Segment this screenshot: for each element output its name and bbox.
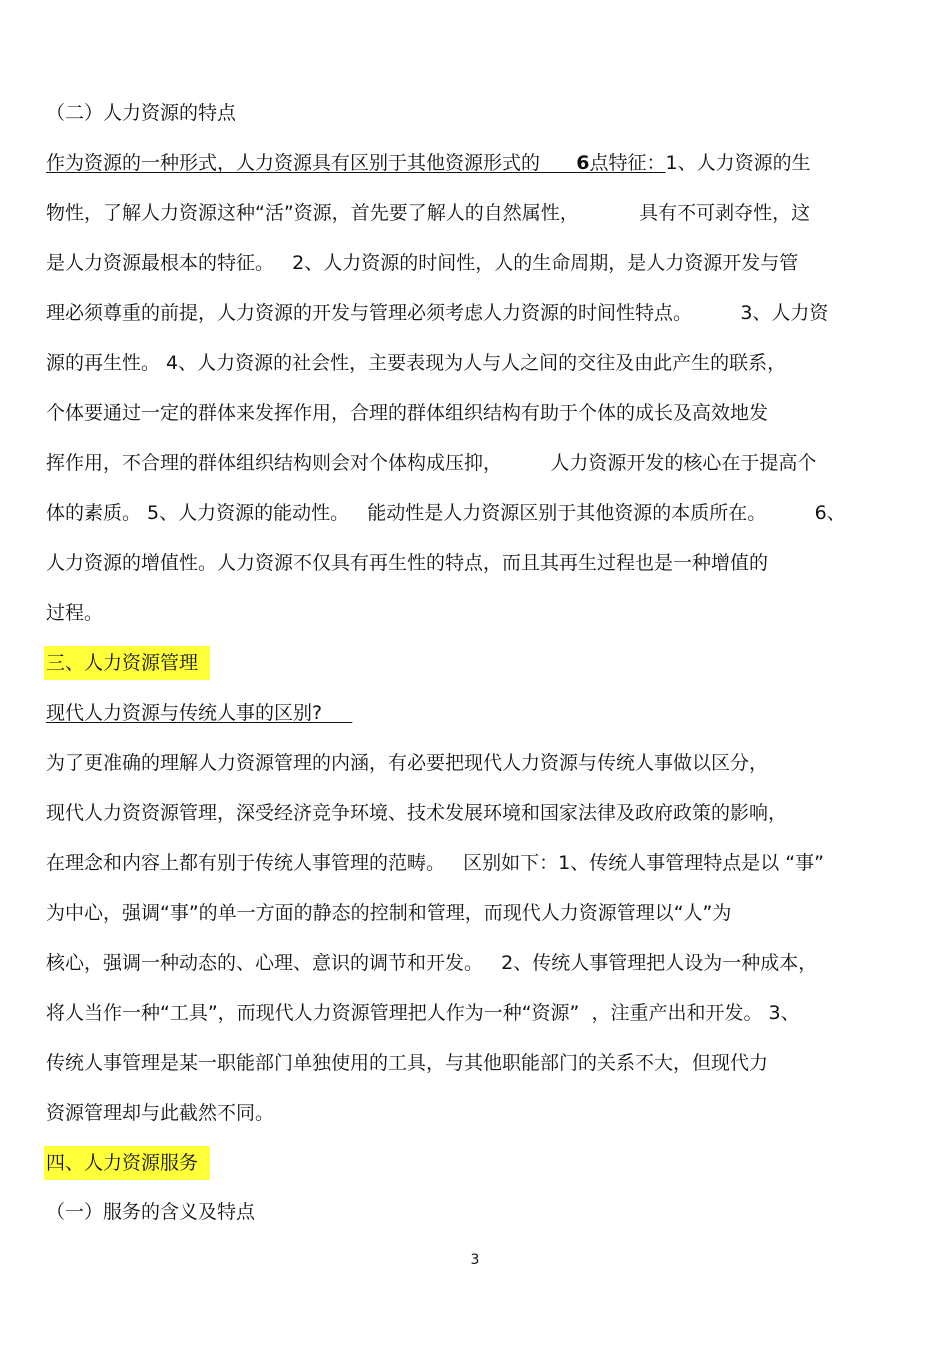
paragraph-line: 过程。: [46, 602, 104, 624]
paragraph-line: 现代人力资资源管理，深受经济竞争环境、技术发展环境和国家法律及政府政策的影响，: [46, 802, 788, 824]
highlighted-heading: 四、人力资源服务: [44, 1146, 210, 1180]
bold-number: 6: [576, 152, 590, 174]
paragraph-line: 传统人事管理是某一职能部门单独使用的工具，与其他职能部门的关系不大，但现代力: [46, 1052, 769, 1074]
paragraph-line: 为了更准确的理解人力资源管理的内涵，有必要把现代人力资源与传统人事做以区分，: [46, 752, 769, 774]
underlined-lead: 作为资源的一种形式，人力资源具有区别于其他资源形式的 6点特征：: [46, 152, 666, 174]
paragraph-line: 将人当作一种“工具”，而现代人力资源管理把人作为一种“资源” ，注重产出和开发。 3、: [46, 1002, 800, 1024]
paragraph-line: 核心，强调一种动态的、心理、意识的调节和开发。 2、传统人事管理把人设为一种成本，: [46, 952, 818, 974]
paragraph-line: 源的再生性。 4、人力资源的社会性，主要表现为人与人之间的交往及由此产生的联系，: [46, 352, 787, 374]
paragraph-line: 个体要通过一定的群体来发挥作用，合理的群体组织结构有助于个体的成长及高效地发: [46, 402, 769, 424]
paragraph-line: 在理念和内容上都有别于传统人事管理的范畴。 区别如下：1、传统人事管理特点是以 “事”: [46, 852, 824, 874]
paragraph-line: 为中心，强调“事”的单一方面的静态的控制和管理，而现代人力资源管理以“人”为: [46, 902, 732, 924]
paragraph-line: 物性，了解人力资源这种“活”资源，首先要了解人的自然属性， 具有不可剥夺性，这: [46, 202, 811, 224]
question-heading: 现代人力资源与传统人事的区别?: [46, 702, 353, 724]
paragraph-line: 人力资源的增值性。人力资源不仅具有再生性的特点，而且其再生过程也是一种增值的: [46, 552, 769, 574]
paragraph-line: 挥作用，不合理的群体组织结构则会对个体构成压抑， 人力资源开发的核心在于提高个: [46, 452, 817, 474]
section-heading-hr-services: [46, 1150, 210, 1176]
section-heading-characteristics: （二）人力资源的特点: [46, 102, 237, 124]
subsection-heading-service-meaning: （一）服务的含义及特点: [46, 1201, 256, 1223]
paragraph-line: 理必须尊重的前提，人力资源的开发与管理必须考虑人力资源的时间性特点。 3、人力资: [46, 302, 829, 324]
paragraph-line: 作为资源的一种形式，人力资源具有区别于其他资源形式的 6点特征：1、人力资源的生: [46, 152, 811, 174]
page-number: 3: [470, 1252, 480, 1268]
section-heading-hrm: [46, 650, 210, 676]
paragraph-line: 资源管理却与此截然不同。: [46, 1102, 275, 1124]
highlighted-heading: 三、人力资源管理: [44, 646, 210, 680]
paragraph-line: 是人力资源最根本的特征。 2、人力资源的时间性，人的生命周期，是人力资源开发与管: [46, 252, 799, 274]
paragraph-line: 体的素质。 5、人力资源的能动性。 能动性是人力资源区别于其他资源的本质所在。 6、: [46, 502, 846, 524]
